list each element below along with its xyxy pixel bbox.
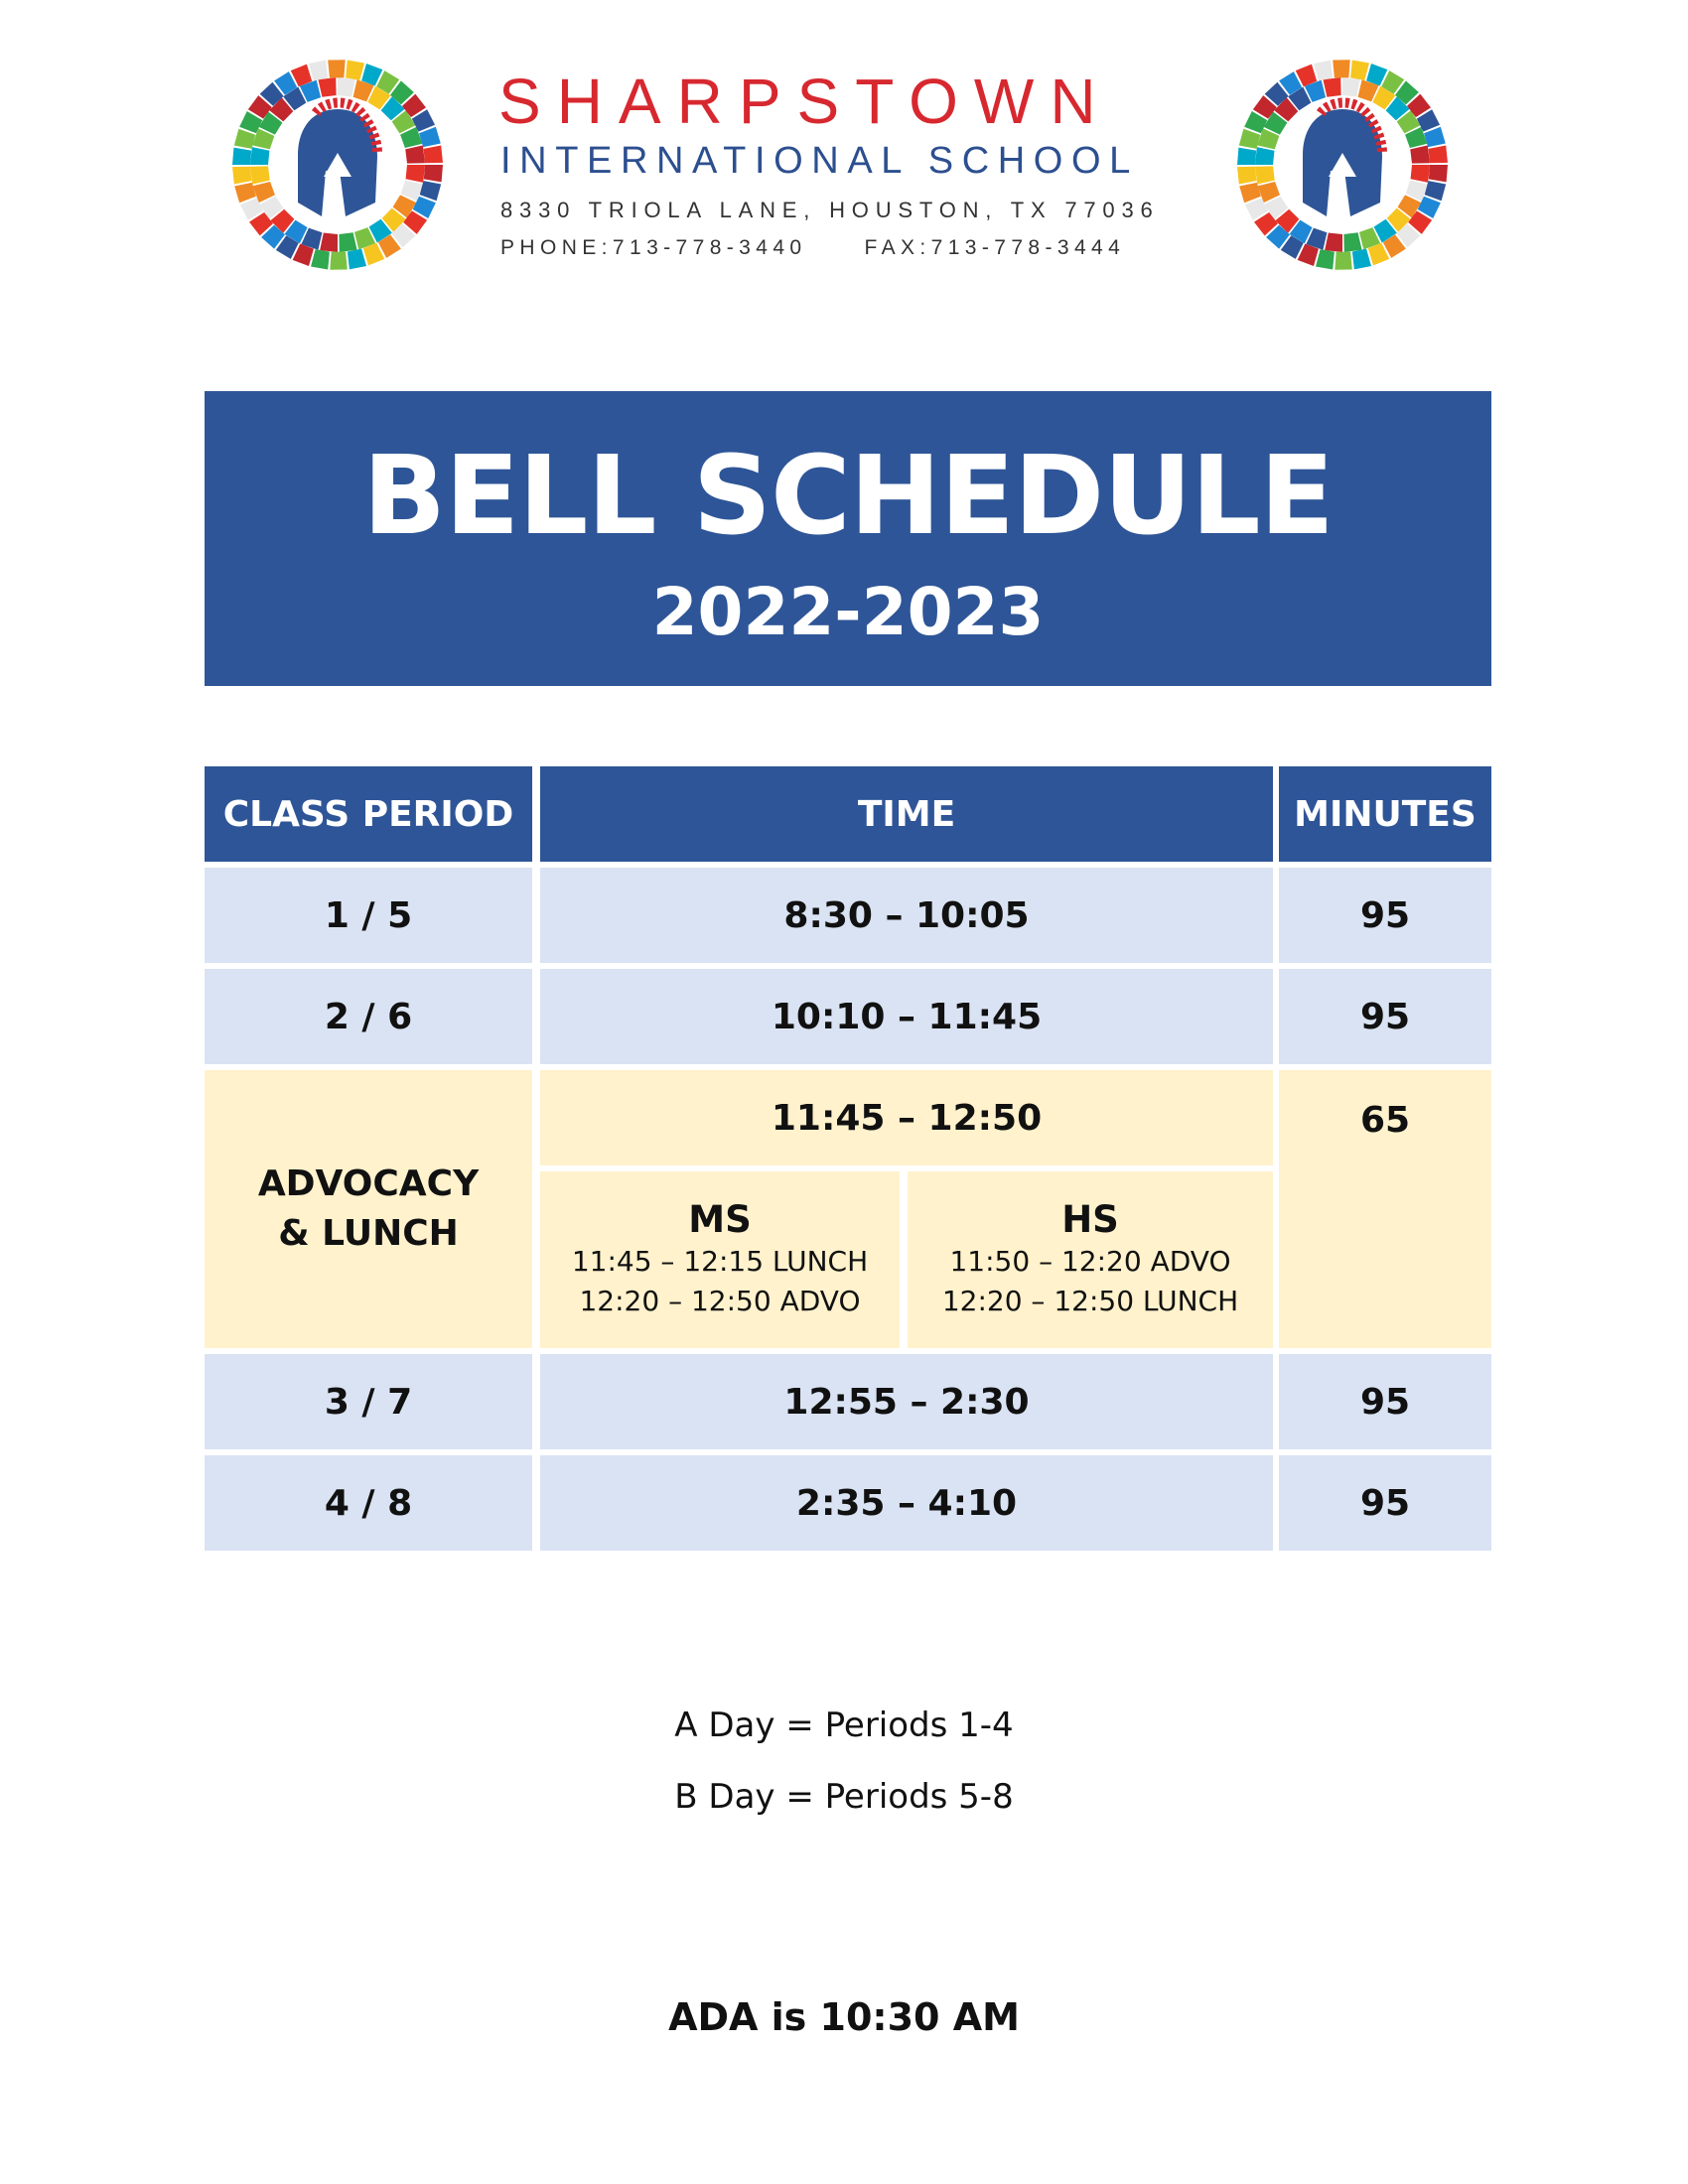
logo-mosaic-tile (250, 147, 269, 165)
logo-mosaic-tile (1335, 252, 1351, 270)
logo-mosaic-tile (348, 249, 366, 270)
table-row-minutes: 95 (1279, 1354, 1491, 1449)
hs-title: HS (1061, 1198, 1119, 1241)
title-banner (205, 391, 1491, 686)
hs-lunch-schedule (908, 1171, 1273, 1348)
logo-mosaic-tile (338, 77, 355, 96)
school-logo-left (226, 54, 449, 276)
logo-mosaic-tile (346, 60, 364, 79)
logo-mosaic-tile (1429, 146, 1448, 164)
table-row-time: 12:55 – 2:30 (540, 1354, 1273, 1449)
logo-mosaic-tile (1237, 167, 1256, 185)
ms-line: 11:45 – 12:15 LUNCH (571, 1245, 869, 1278)
logo-mosaic-tile (424, 165, 443, 182)
bell-schedule-table (205, 766, 1491, 1551)
table-row-minutes: 95 (1279, 1455, 1491, 1551)
table-row-period: 4 / 8 (205, 1455, 532, 1551)
logo-mosaic-tile (1350, 60, 1369, 79)
logo-mosaic-tile (405, 145, 425, 163)
school-address: 8330 TRIOLA LANE, HOUSTON, TX 77036 (500, 198, 1160, 222)
contact-line (500, 236, 1186, 260)
logo-mosaic-tile (1410, 145, 1430, 163)
logo-mosaic-tile (1333, 60, 1349, 77)
logo-mosaic-tile (232, 167, 251, 185)
header-class-period: CLASS PERIOD (205, 766, 532, 862)
school-subtitle: INTERNATIONAL SCHOOL (500, 140, 1139, 182)
page-title: BELL SCHEDULE (362, 432, 1334, 559)
table-row-time: 2:35 – 4:10 (540, 1455, 1273, 1551)
fax-number: FAX:713-778-3444 (864, 236, 1126, 259)
logo-mosaic-tile (1429, 165, 1448, 182)
header-time: TIME (540, 766, 1273, 862)
logo-mosaic-tile (232, 148, 251, 165)
logo-mosaic-tile (406, 165, 425, 183)
logo-mosaic-tile (1325, 233, 1342, 252)
logo-mosaic-tile (1314, 61, 1333, 81)
school-logo-right (1231, 54, 1454, 276)
advocacy-label: ADVOCACY (257, 1163, 480, 1204)
advocacy-lunch-period (205, 1070, 532, 1348)
logo-mosaic-tile (318, 77, 336, 97)
b-day-note: B Day = Periods 5-8 (674, 1777, 1014, 1817)
table-row-minutes: 95 (1279, 969, 1491, 1064)
table-row-minutes: 95 (1279, 868, 1491, 963)
advocacy-lunch-time: 11:45 – 12:50 (540, 1070, 1273, 1165)
logo-mosaic-tile (1342, 77, 1360, 96)
logo-mosaic-tile (330, 252, 347, 270)
ms-line: 12:20 – 12:50 ADVO (579, 1285, 861, 1317)
hs-line: 12:20 – 12:50 LUNCH (941, 1285, 1239, 1317)
table-row-period: 2 / 6 (205, 969, 532, 1064)
logo-mosaic-tile (1255, 147, 1274, 165)
ada-note: ADA is 10:30 AM (668, 1995, 1020, 2039)
school-name: SHARPSTOWN (498, 66, 1112, 137)
logo-mosaic-tile (1352, 249, 1371, 270)
hs-line: 11:50 – 12:20 ADVO (949, 1245, 1231, 1278)
logo-mosaic-tile (1316, 249, 1335, 269)
lunch-label: & LUNCH (278, 1213, 459, 1254)
logo-mosaic-tile (309, 61, 328, 81)
logo-mosaic-tile (1323, 77, 1340, 97)
phone-number: PHONE:713-778-3440 (500, 236, 807, 259)
logo-mosaic-tile (424, 146, 443, 164)
logo-mosaic-tile (1411, 165, 1430, 183)
logo-mosaic-tile (250, 166, 270, 184)
logo-mosaic-tile (320, 233, 338, 252)
logo-mosaic-tile (1255, 166, 1275, 184)
advocacy-lunch-minutes: 65 (1279, 1070, 1491, 1348)
table-row-time: 8:30 – 10:05 (540, 868, 1273, 963)
table-row-time: 10:10 – 11:45 (540, 969, 1273, 1064)
logo-mosaic-tile (328, 60, 345, 77)
logo-mosaic-tile (1343, 232, 1361, 252)
header-minutes: MINUTES (1279, 766, 1491, 862)
letterhead (498, 66, 1186, 260)
logo-mosaic-tile (1237, 148, 1256, 165)
logo-mosaic-tile (311, 249, 330, 269)
table-row-period: 3 / 7 (205, 1354, 532, 1449)
a-day-note: A Day = Periods 1-4 (674, 1706, 1014, 1745)
ms-title: MS (688, 1198, 752, 1241)
table-row-period: 1 / 5 (205, 868, 532, 963)
school-year: 2022-2023 (651, 574, 1045, 650)
ms-lunch-schedule (540, 1171, 900, 1348)
logo-mosaic-tile (339, 232, 356, 252)
